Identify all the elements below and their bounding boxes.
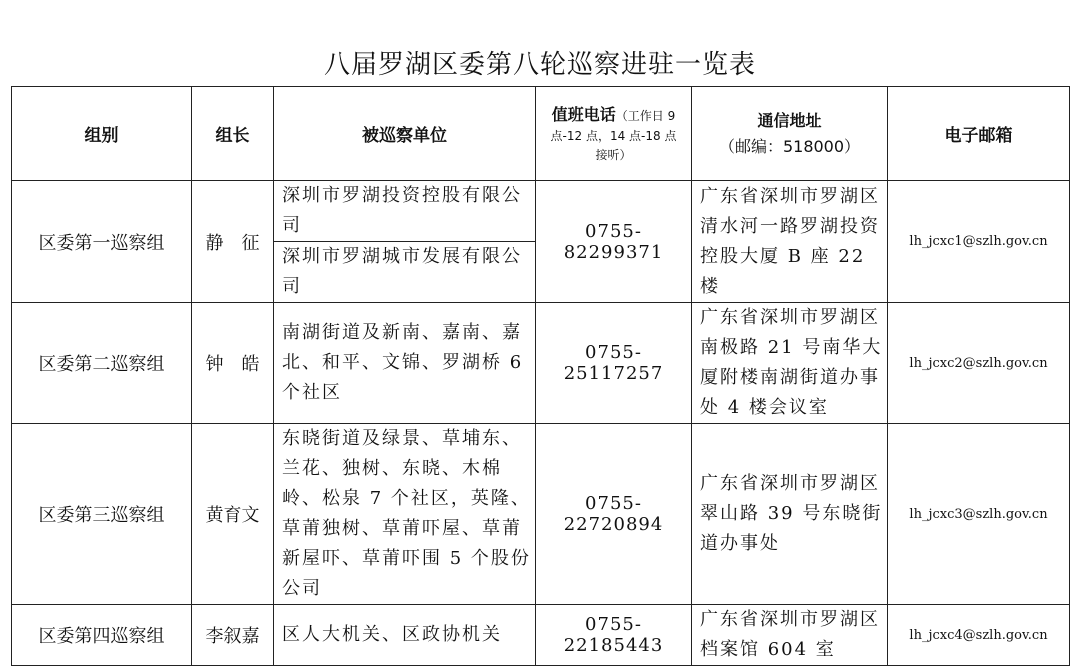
address-cell: 广东省深圳市罗湖区清水河一路罗湖投资控股大厦 B 座 22 楼 [692,181,888,303]
phone-cell: 0755-22720894 [536,424,692,605]
header-email: 电子邮箱 [888,87,1070,181]
table-row [12,181,1070,242]
header-phone [536,87,692,181]
phone-cell: 0755-22185443 [536,605,692,666]
table-row [12,424,1070,605]
group-cell: 区委第二巡察组 [12,303,192,424]
header-address-note: （邮编：518000） [718,136,861,156]
table-row [12,605,1070,666]
header-phone-note-c: 接听） [595,148,632,163]
email-cell: lh_jcxc3@szlh.gov.cn [888,424,1070,605]
email-cell: lh_jcxc4@szlh.gov.cn [888,605,1070,666]
phone-cell: 0755-25117257 [536,303,692,424]
address-cell: 广东省深圳市罗湖区南极路 21 号南华大厦附楼南湖街道办事处 4 楼会议室 [692,303,888,424]
address-cell: 广东省深圳市罗湖区翠山路 39 号东晓街道办事处 [692,424,888,605]
group-cell: 区委第一巡察组 [12,181,192,303]
group-cell: 区委第四巡察组 [12,605,192,666]
email-cell: lh_jcxc1@szlh.gov.cn [888,181,1070,303]
email-cell: lh_jcxc2@szlh.gov.cn [888,303,1070,424]
header-row [12,87,1070,181]
leader-cell: 静 征 [192,181,274,303]
header-phone-note-b: 点-12 点，14 点-18 点 [550,129,677,144]
header-phone-note-a: （工作日 9 [615,108,676,123]
inspection-table [11,86,1070,666]
unit-cell: 南湖街道及新南、嘉南、嘉北、和平、文锦、罗湖桥 6 个社区 [274,303,536,424]
header-phone-title: 值班电话 [551,104,616,124]
header-group: 组别 [12,87,192,181]
leader-cell: 李叙嘉 [192,605,274,666]
address-cell: 广东省深圳市罗湖区档案馆 604 室 [692,605,888,666]
header-leader: 组长 [192,87,274,181]
unit-cell: 区人大机关、区政协机关 [274,605,536,666]
header-unit: 被巡察单位 [274,87,536,181]
unit-cell: 东晓街道及绿景、草埔东、兰花、独树、东晓、木棉岭、松泉 7 个社区，英隆、草莆独树、草莆吓屋、草莆新屋吓、草莆吓围 5 个股份公司 [274,424,536,605]
group-cell: 区委第三巡察组 [12,424,192,605]
leader-cell: 钟 皓 [192,303,274,424]
header-address-title: 通信地址 [757,110,822,130]
header-address [692,87,888,181]
unit-cell: 深圳市罗湖投资控股有限公司 [274,181,536,242]
phone-cell: 0755-82299371 [536,181,692,303]
unit-cell: 深圳市罗湖城市发展有限公司 [274,242,536,303]
page-title: 八届罗湖区委第八轮巡察进驻一览表 [323,50,756,80]
table-row [12,303,1070,424]
leader-cell: 黄育文 [192,424,274,605]
